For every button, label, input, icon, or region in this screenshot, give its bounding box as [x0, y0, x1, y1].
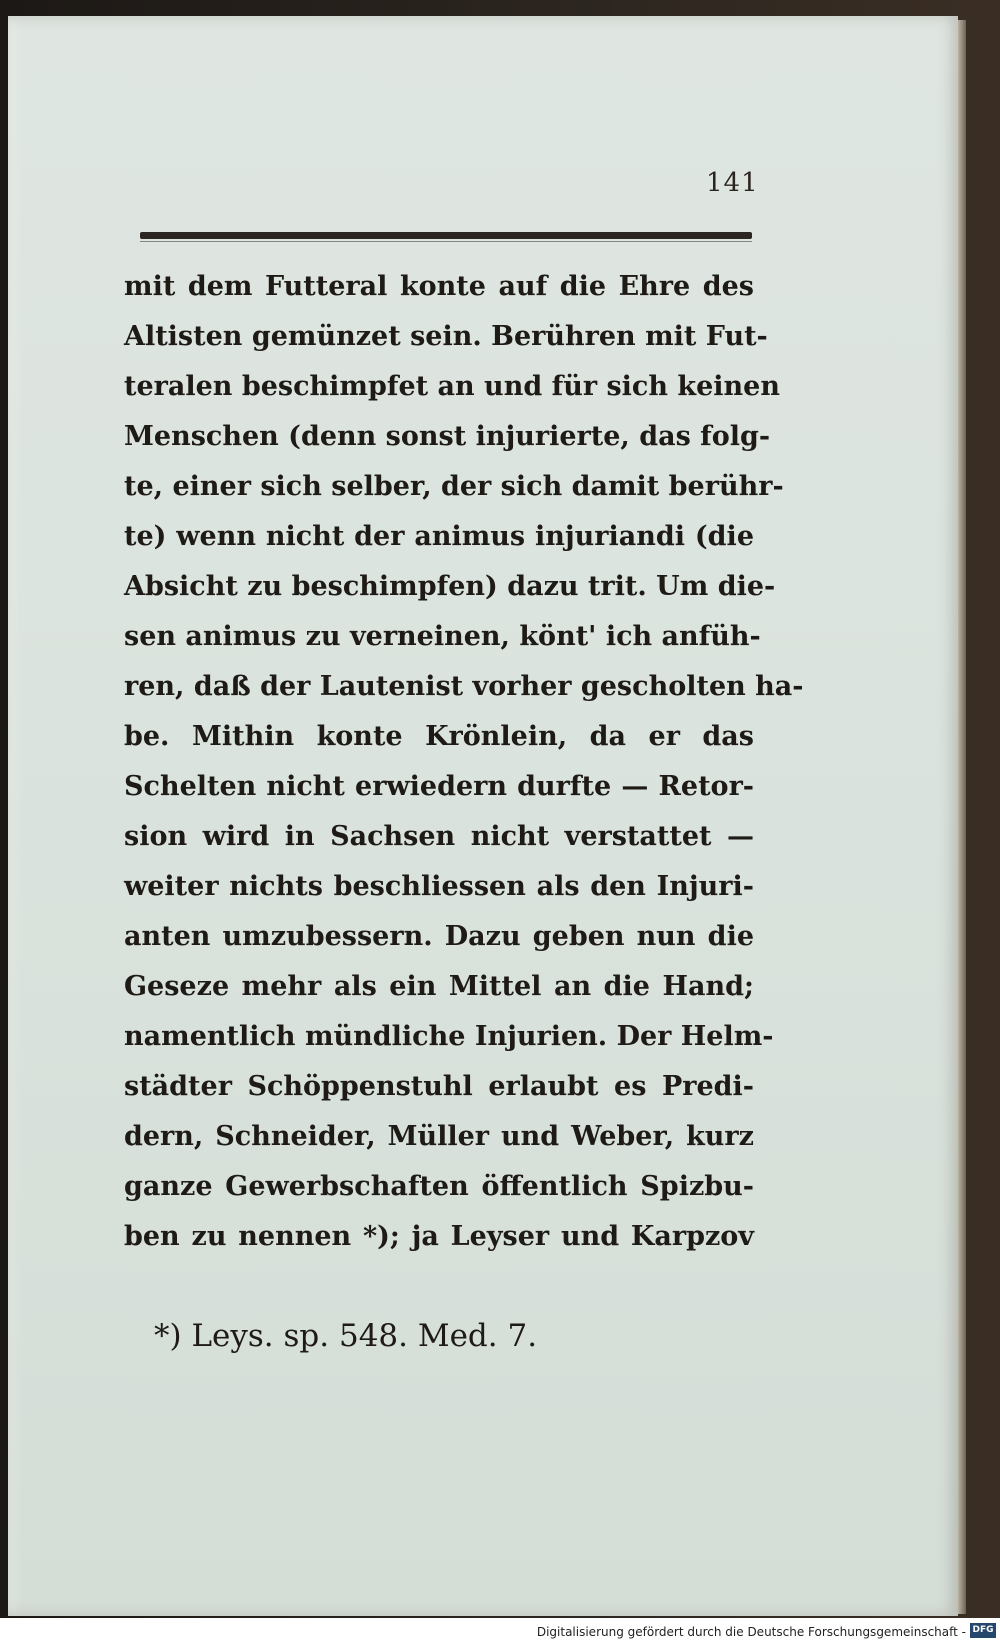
text-line: be. Mithin konte Krönlein, da er das: [124, 721, 754, 752]
text-line: te, einer sich selber, der sich damit berühr-: [124, 471, 784, 502]
text-line: mit dem Futteral konte auf die Ehre des: [124, 271, 754, 302]
text-line: Menschen (denn sonst injurierte, das folg-: [124, 421, 771, 452]
text-line: dern, Schneider, Müller und Weber, kurz: [124, 1121, 754, 1152]
footer-credit: Digitalisierung gefördert durch die Deutsche Forschungsgemeinschaft -: [536, 1625, 966, 1639]
dfg-logo: DFG: [970, 1623, 996, 1638]
footer-bar: [0, 1618, 1000, 1646]
header-rule: [140, 232, 752, 239]
text-line: namentlich mündliche Injurien. Der Helm-: [124, 1021, 774, 1052]
text-line: Schelten nicht erwiedern durfte — Retor-: [124, 771, 754, 802]
page-edge: [958, 20, 966, 1614]
text-line: Geseze mehr als ein Mittel an die Hand;: [124, 971, 754, 1002]
text-line: ganze Gewerbschaften öffentlich Spizbu-: [124, 1171, 754, 1202]
body-text: [124, 262, 804, 1262]
text-line: sen animus zu verneinen, könt' ich anfüh-: [124, 621, 761, 652]
text-line: Altisten gemünzet sein. Berühren mit Fut-: [124, 321, 768, 352]
text-line: ren, daß der Lautenist vorher gescholten ha-: [124, 671, 804, 702]
text-line: sion wird in Sachsen nicht verstattet —: [124, 821, 754, 852]
text-line: weiter nichts beschliessen als den Injuri-: [124, 871, 754, 902]
text-line: Absicht zu beschimpfen) dazu trit. Um die-: [124, 571, 776, 602]
text-line: anten umzubessern. Dazu geben nun die: [124, 921, 754, 952]
text-line: teralen beschimpfet an und für sich keinen: [124, 371, 780, 402]
text-line: städter Schöppenstuhl erlaubt es Predi-: [124, 1071, 754, 1102]
footnote: *) Leys. sp. 548. Med. 7.: [154, 1318, 538, 1354]
text-line: te) wenn nicht der animus injuriandi (die: [124, 521, 754, 552]
text-line: ben zu nennen *); ja Leyser und Karpzov: [124, 1221, 754, 1252]
page-number: 141: [706, 168, 759, 198]
